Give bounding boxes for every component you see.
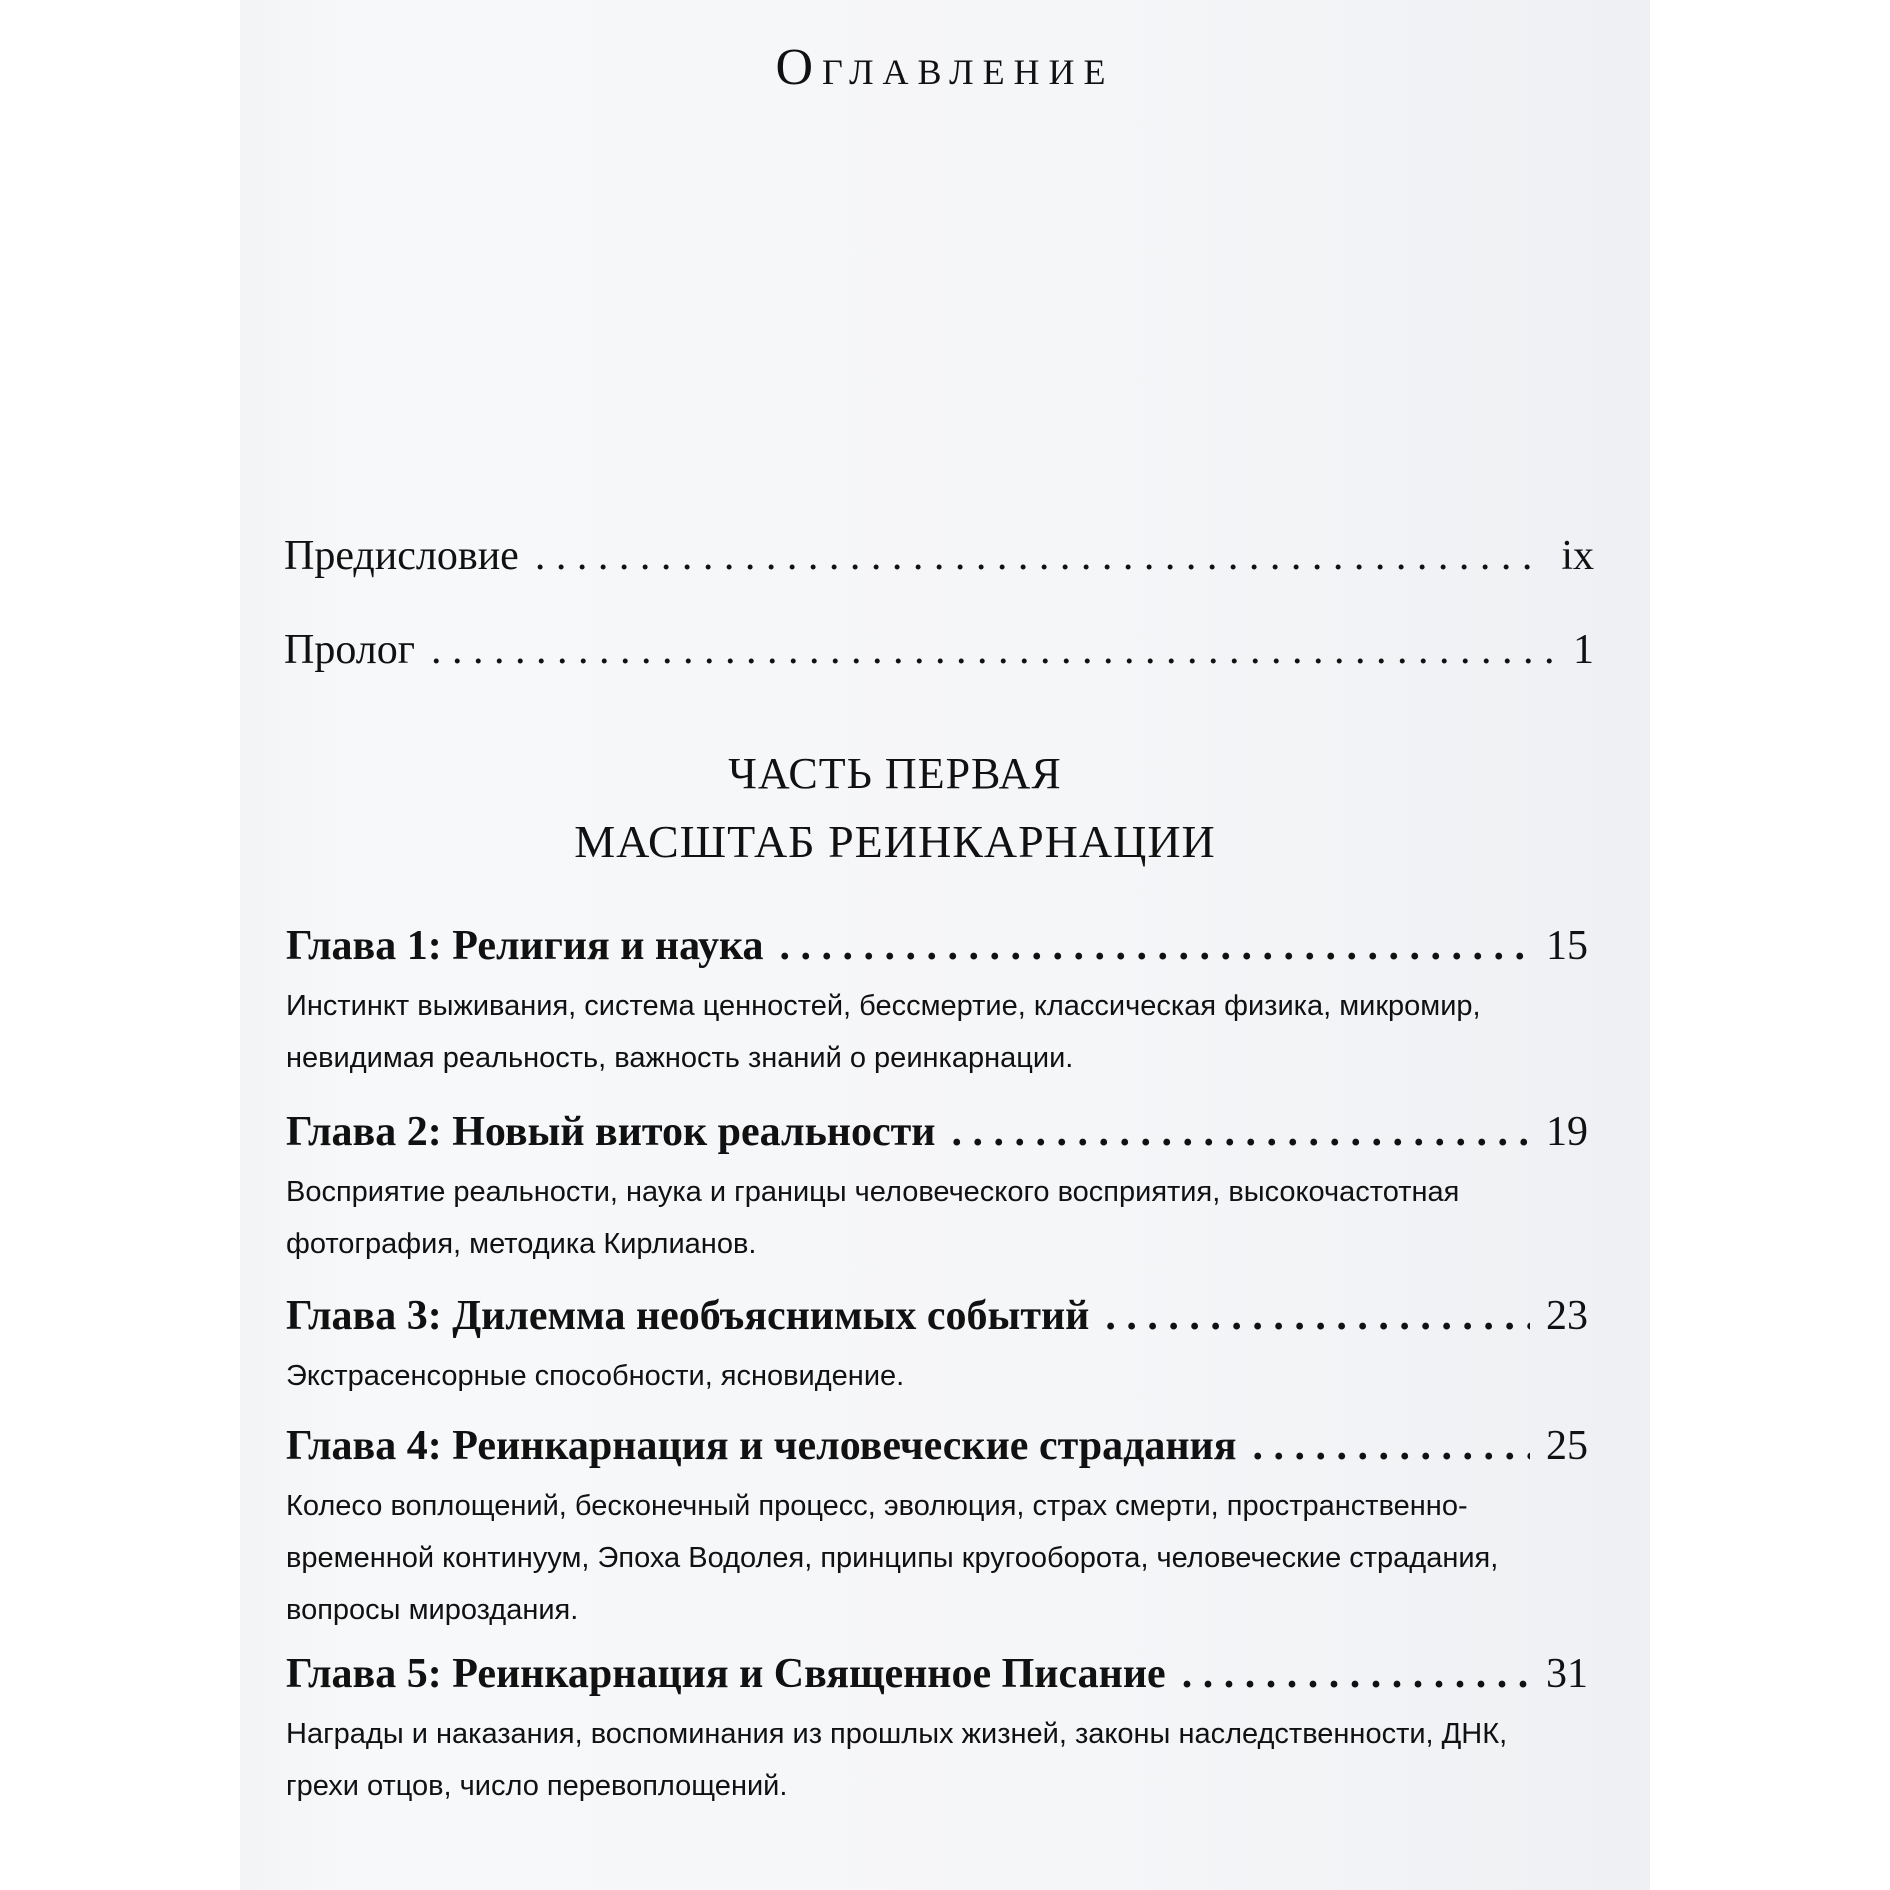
chapter-title: Глава 1: Религия и наука [286,923,764,969]
toc-entry-preface [284,532,1594,580]
entry-page-number: 1 [1573,627,1594,673]
chapter-page-number: 25 [1546,1423,1588,1469]
book-page [240,0,1650,1890]
chapter-title: Глава 2: Новый виток реальности [286,1109,936,1155]
chapter-description: Экстрасенсорные способности, ясновидение. [286,1360,905,1392]
chapter-description: Награды и наказания, воспоминания из прошлых жизней, законы наследственности, ДНК, грехи отцов, число перевоплощений. [286,1718,1508,1802]
chapter-page-number: 15 [1546,923,1588,969]
chapter-entry [286,922,1596,1084]
chapter-title: Глава 5: Реинкарнация и Священное Писание [286,1651,1166,1697]
chapter-heading-row [286,1108,1596,1156]
entry-page-number: ix [1561,533,1594,579]
chapter-description: Инстинкт выживания, система ценностей, бессмертие, классическая физика, микромир, невидимая реальность, важность знаний о реинкарнации. [286,990,1481,1074]
entry-label: Пролог [284,627,415,673]
chapter-entry [286,1422,1596,1636]
entry-label: Предисловие [284,533,519,579]
leader-dots [951,1108,1530,1156]
chapter-entry [286,1650,1596,1812]
chapter-entry [286,1108,1596,1270]
page-title: Оглавление [775,39,1115,96]
chapter-heading-row [286,922,1596,970]
chapter-entry [286,1292,1596,1402]
chapter-description: Восприятие реальности, наука и границы человеческого восприятия, высокочастотная фотография, методика Кирлианов. [286,1176,1460,1260]
chapter-heading-row [286,1422,1596,1470]
chapter-heading-row [286,1292,1596,1340]
leader-dots [1182,1650,1530,1698]
chapter-page-number: 23 [1546,1293,1588,1339]
table-of-contents [240,0,1650,1890]
chapter-title: Глава 4: Реинкарнация и человеческие страдания [286,1423,1237,1469]
part-title: МАСШТАБ РЕИНКАРНАЦИИ [574,816,1216,867]
chapter-title: Глава 3: Дилемма необъяснимых событий [286,1293,1090,1339]
part-label: ЧАСТЬ ПЕРВАЯ [728,749,1062,798]
chapter-page-number: 19 [1546,1109,1588,1155]
leader-dots [1105,1292,1530,1340]
chapter-heading-row [286,1650,1596,1698]
leader-dots [780,922,1530,970]
leader-dots [535,532,1546,580]
leader-dots [1252,1422,1530,1470]
leader-dots [431,626,1557,674]
chapter-description: Колесо воплощений, бесконечный процесс, эволюция, страх смерти, пространственно-временной континуум, Эпоха Водолея, принципы кругооборота, человеческие страдания, вопросы мироздания. [286,1490,1499,1626]
chapter-page-number: 31 [1546,1651,1588,1697]
toc-entry-prologue [284,626,1594,674]
